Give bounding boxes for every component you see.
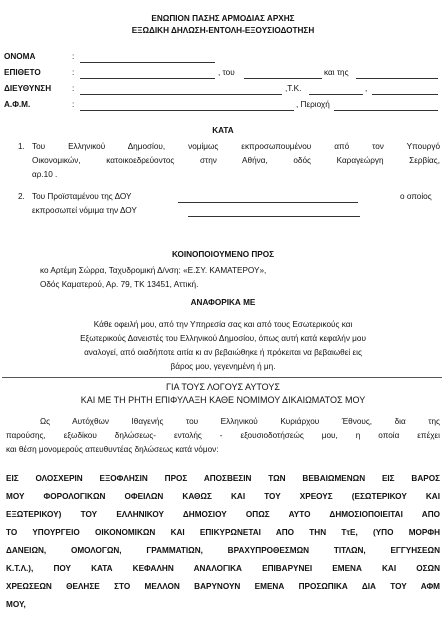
colon: : [72, 68, 75, 77]
item2-line1a: Του Προϊσταμένου της ΔΟΥ [32, 192, 132, 201]
anaforika-line3: αναλογεί, από οιαδήποτε αιτία κι αν βεβαιώθηκε ή πρόκειται να βεβαιωθεί εις [84, 348, 362, 357]
logoi-title-2: ΚΑΙ ΜΕ ΤΗ ΡΗΤΗ ΕΠΙΦΥΛΑΞΗ ΚΑΘΕ ΝΟΜΙΜΟΥ ΔΙΚΑΙΩΜΑΤΟΣ ΜΟΥ [80, 395, 366, 405]
mitronymo-field[interactable] [356, 78, 438, 79]
anaforika-line1: Κάθε οφειλή μου, από την Υπηρεσία σας και από τους Εσωτερικούς και [93, 320, 353, 329]
logoi-title-1: ΓΙΑ ΤΟΥΣ ΛΟΓΟΥΣ ΑΥΤΟΥΣ [166, 382, 280, 392]
bold-line-3: ΕΞΩΤΕΡΙΚΟΥ) ΤΟΥ ΕΛΛΗΝΙΚΟΥ ΔΗΜΟΣΙΟΥ ΟΠΩΣ ΑΥΤΟ ΔΗΜΟΣΙΟΠΟΙΕΙΤΑΙ ΑΠΟ [6, 510, 440, 519]
epitheto-field[interactable] [80, 78, 215, 79]
kai-tis-text: και της [324, 68, 349, 77]
dieythinsi-field[interactable] [80, 94, 282, 95]
kata-title: ΚΑΤΑ [212, 126, 234, 135]
tou-text: , του [218, 68, 235, 77]
periochi-text: , Περιοχή [296, 100, 330, 109]
logoi-para-line3: και θέση μονομερούς απευθυντέας δηλώσεως κατά νόμον: [6, 445, 219, 454]
item2-line2: εκπροσωπεί νόμιμα την ΔΟΥ [32, 206, 137, 215]
koinopoioumeno-title: ΚΟΙΝΟΠΟΙΟΥΜΕΝΟ ΠΡΟΣ [171, 250, 275, 259]
patronymo-field[interactable] [244, 78, 322, 79]
tk-field[interactable] [309, 94, 363, 95]
periochi-field[interactable] [334, 110, 438, 111]
bold-line-1: ΕΙΣ ΟΛΟΣΧΕΡΙΝ ΕΞΟΦΛΗΣΙΝ ΠΡΟΣ ΑΠΟΣΒΕΣΙΝ ΤΩΝ ΒΕΒΑΙΩΜΕΝΩΝ ΕΙΣ ΒΑΡΟΣ [6, 474, 440, 483]
afm-label: Α.Φ.Μ. [4, 100, 31, 109]
item1-line3: αρ.10 . [32, 170, 58, 179]
colon: : [72, 100, 75, 109]
bold-line-5: ΔΑΝΕΙΩΝ, ΟΜΟΛΟΓΩΝ, ΓΡΑΜΜΑΤΙΩΝ, ΒΡΑΧΥΠΡΟΘΕΣΜΩΝ ΤΙΤΛΩΝ, ΕΓΓΥΗΣΕΩΝ [6, 546, 440, 555]
bold-line-6: Κ.Τ.Λ.), ΠΟΥ ΚΑΤΑ ΚΕΦΑΛΗΝ ΑΝΑΛΟΓΙΚΑ ΕΠΙΒΑΡΥΝΕΙ ΕΜΕΝΑ ΚΑΙ ΟΣΩΝ [6, 564, 440, 573]
doy-field[interactable] [178, 202, 358, 203]
bold-line-7: ΧΡΕΩΣΕΩΝ ΘΕΛΗΣΕ ΣΤΟ ΜΕΛΛΟΝ ΒΑΡΥΝΟΥΝ ΕΜΕΝΑ ΠΡΟΣΩΠΙΚΑ ΔΙΑ ΤΟΥ ΑΦΜ [6, 582, 440, 591]
comma-text: , [365, 84, 368, 93]
poli-field[interactable] [372, 94, 438, 95]
dieythinsi-label: ΔΙΕΥΘΥΝΣΗ [4, 84, 52, 93]
colon: : [72, 52, 75, 61]
koinopoioumeno-line1: κο Αρτέμη Σώρρα, Ταχυδρομική Δ/νση: «Ε.ΣΥ. ΚΑΜΑΤΕΡΟΥ», [40, 266, 267, 275]
koinopoioumeno-line2: Οδός Καματερού, Αρ. 79, ΤΚ 13451, Αττική. [40, 280, 199, 289]
doy-field-2[interactable] [188, 216, 360, 217]
afm-field[interactable] [80, 110, 294, 111]
item1-num: 1. [18, 142, 25, 151]
anaforika-line2: Εξωτερικούς Δανειστές του Ελληνικού Δημοσίου, όπως αυτή κατά κεφαλήν μου [80, 334, 366, 343]
epitheto-label: ΕΠΙΘΕΤΟ [4, 68, 41, 77]
logoi-para-line1: Ως Αυτόχθων Ιθαγενής του Ελληνικού Κυριάρχου Έθνους, δια της [40, 417, 440, 426]
divider [2, 377, 442, 378]
colon: : [72, 84, 75, 93]
logoi-para-line2: παρούσης, εξωδίκου δηλώσεως- εντολής - εξουσιοδοτήσεώς μου, η οποία επέχει [6, 431, 440, 440]
item1-line1: Του Ελληνικού Δημοσίου, νομίμως εκπροσωπουμένου από τον Υπουργό [32, 142, 440, 151]
anaforika-title: ΑΝΑΦΟΡΙΚΑ ΜΕ [190, 298, 256, 307]
header-line-2: ΕΞΩΔΙΚΗ ΔΗΛΩΣΗ-ΕΝΤΟΛΗ-ΕΞΟΥΣΙΟΔΟΤΗΣΗ [131, 26, 315, 35]
bold-line-8: ΜΟΥ, [6, 600, 26, 609]
anaforika-line4: βάρος μου, γεγενημένη ή μη. [170, 362, 276, 371]
item2-line1b: ο οποίος [400, 192, 432, 201]
onoma-label: ΟΝΟΜΑ [4, 52, 36, 61]
item2-num: 2. [18, 192, 25, 201]
header-line-1: ΕΝΩΠΙΟΝ ΠΑΣΗΣ ΑΡΜΟΔΙΑΣ ΑΡΧΗΣ [151, 14, 295, 23]
bold-line-4: ΤΟ ΥΠΟΥΡΓΕΙΟ ΟΙΚΟΝΟΜΙΚΩΝ ΚΑΙ ΕΠΙΚΥΡΩΝΕΤΑΙ ΑΠΟ ΤΗΝ ΤτΕ, (ΥΠΟ ΜΟΡΦΗ [6, 528, 440, 537]
onoma-field[interactable] [80, 62, 215, 63]
bold-line-2: ΜΟΥ ΦΟΡΟΛΟΓΙΚΩΝ ΟΦΕΙΛΩΝ ΚΑΘΩΣ ΚΑΙ ΤΟΥ ΧΡΕΟΥΣ (ΕΣΩΤΕΡΙΚΟΥ ΚΑΙ [6, 492, 440, 501]
item1-line2: Οικονομικών, κατοικοεδρεύοντος στην Αθήνα, οδός Καραγεώργη Σερβίας, [32, 156, 440, 165]
tk-text: ,Τ.Κ. [285, 84, 302, 93]
